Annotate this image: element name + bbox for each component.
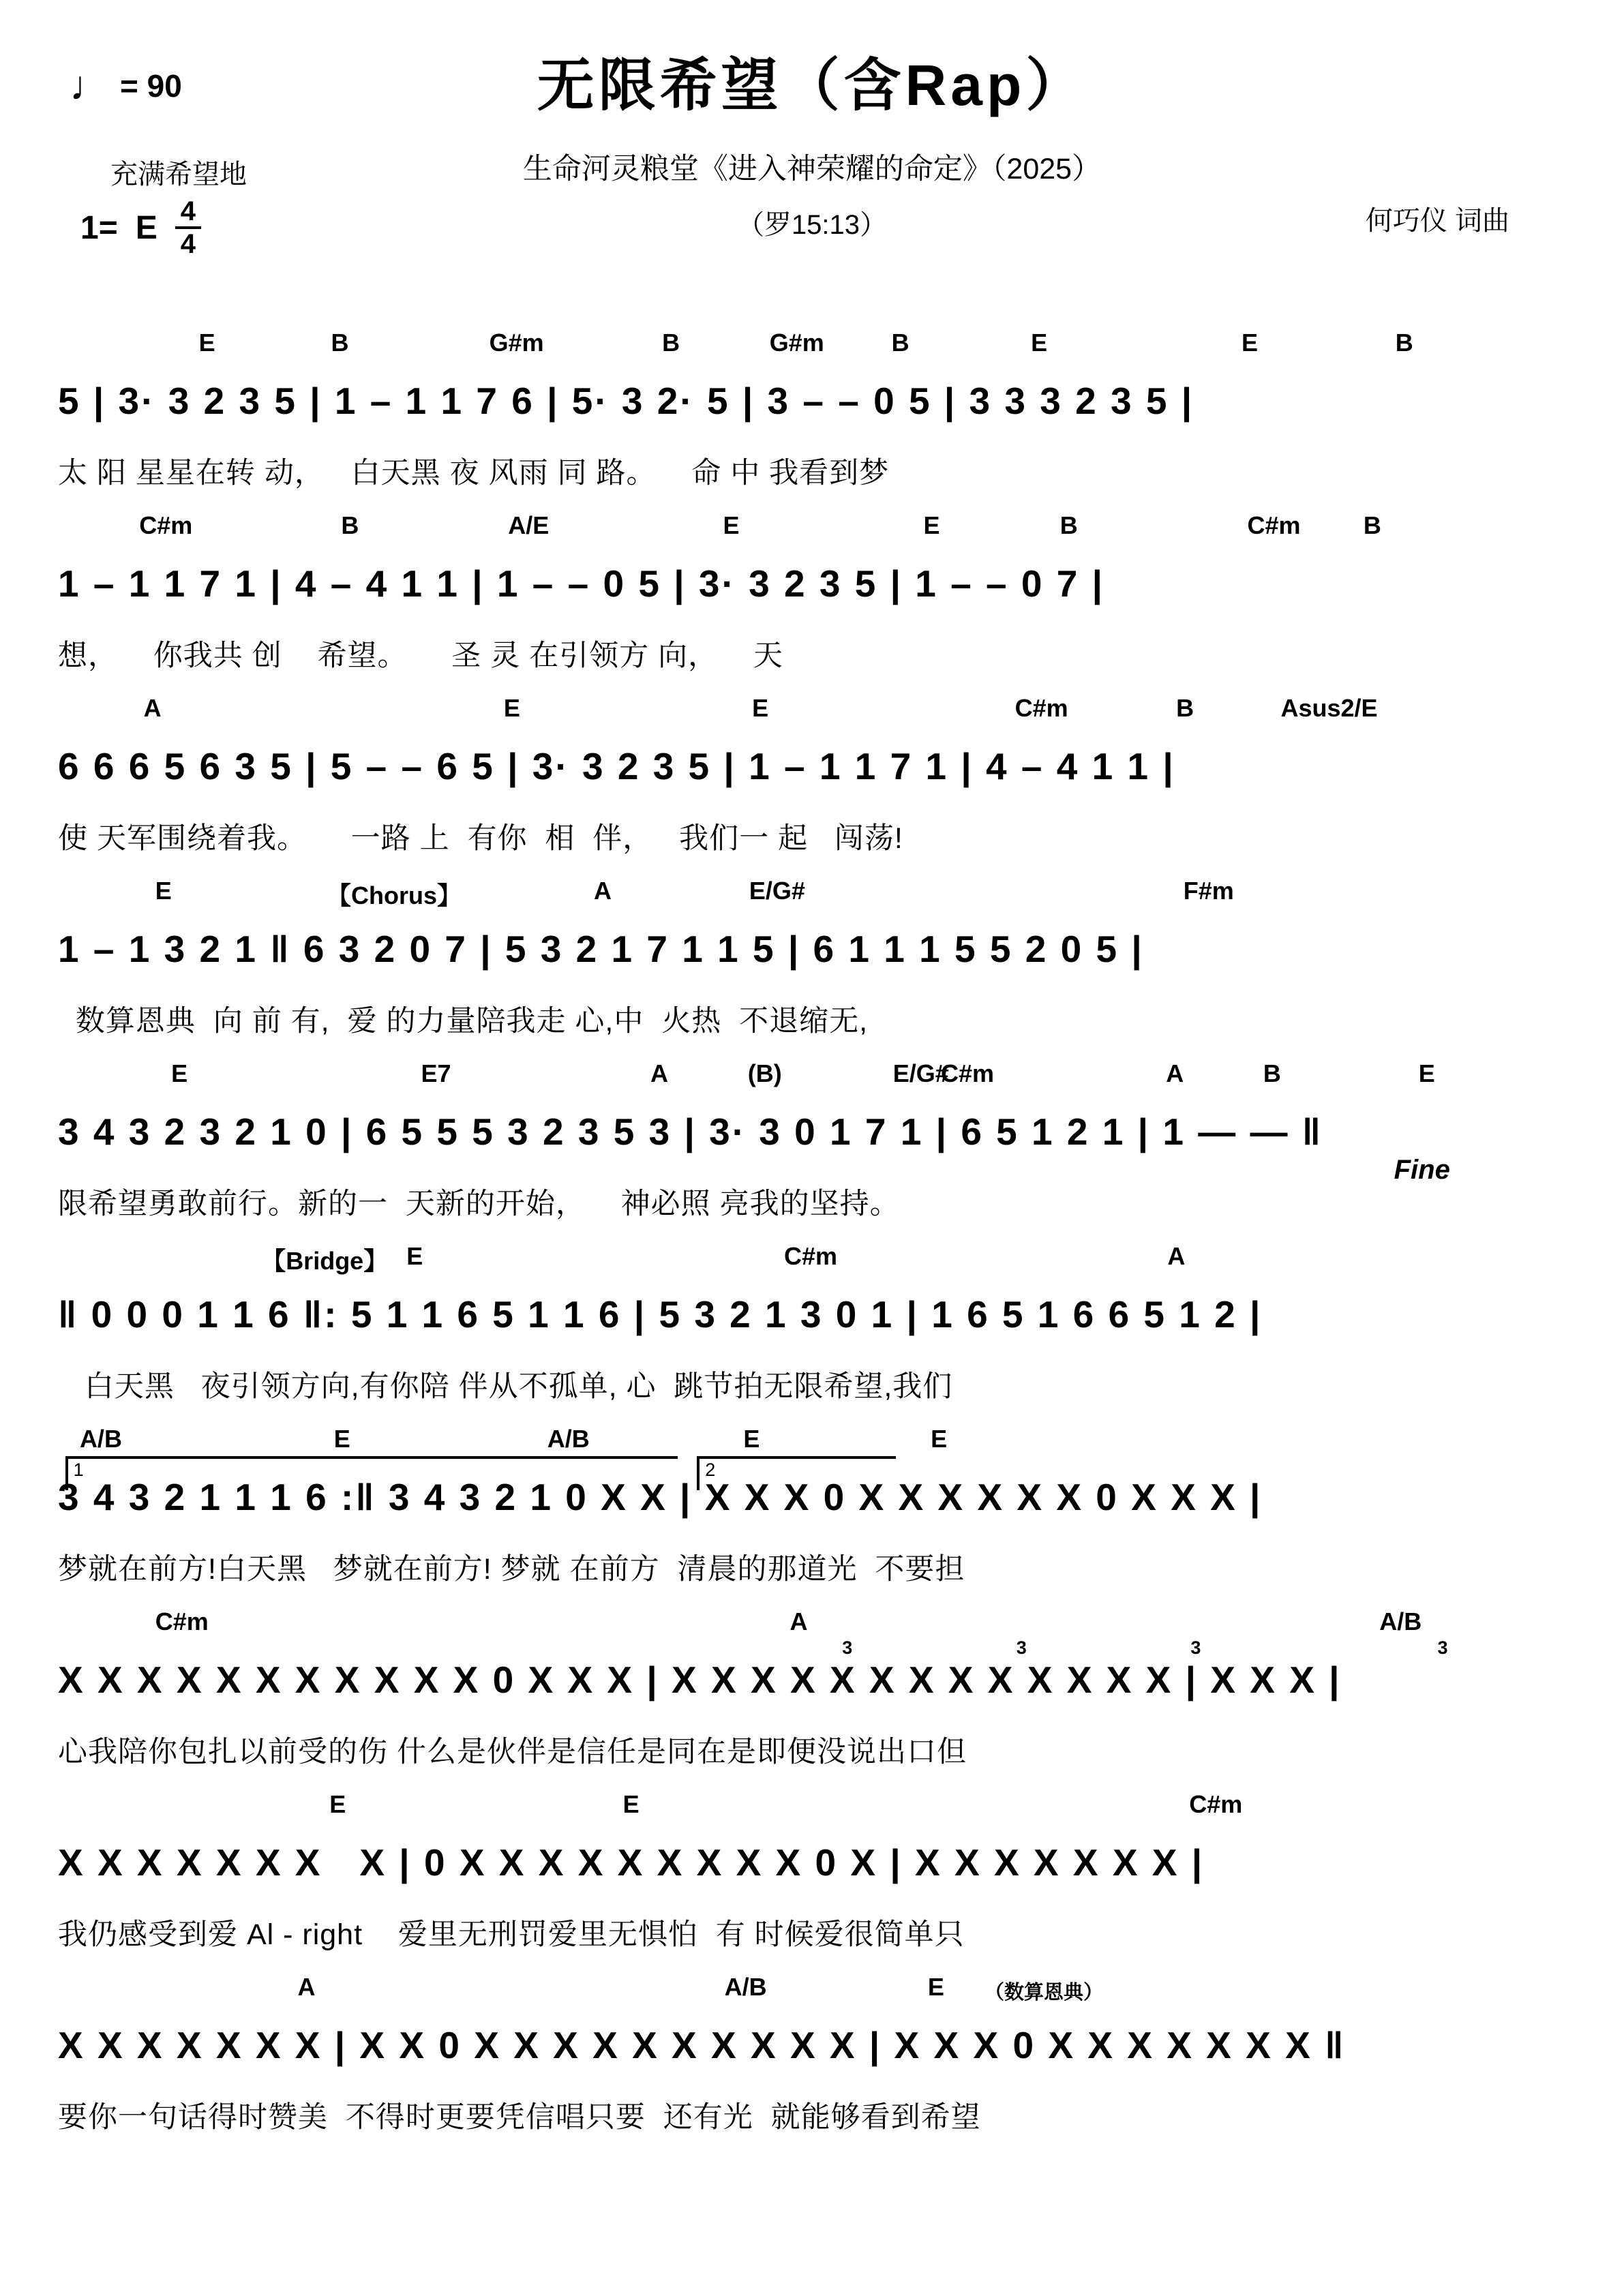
triplet-mark: 3 <box>842 1637 853 1658</box>
chord-label: (B) <box>747 1059 782 1087</box>
lyrics: 使 天军围绕着我。 一路 上 有你 相 伴， 我们一 起 闯荡! <box>58 822 903 855</box>
chord-label: C#m <box>155 1607 209 1635</box>
chord-label: C#m <box>941 1059 995 1087</box>
score <box>58 320 1510 2147</box>
volta-number: 2 <box>705 1460 716 1480</box>
lyrics: 要你一句话得时赞美 不得时更要凭信唱只要 还有光 就能够看到希望 <box>58 2101 981 2134</box>
music-line <box>58 503 1510 686</box>
chord-label: E <box>743 1425 760 1453</box>
lyrics: 太 阳 星星在转 动， 白天黑 夜 风雨 同 路。 命 中 我看到梦 <box>58 457 890 489</box>
lyrics: 白天黑 夜引领方向,有你陪 伴从不孤单, 心 跳节拍无限希望,我们 <box>58 1370 953 1403</box>
chord-label: 【Chorus】 <box>327 881 462 909</box>
music-line <box>58 1417 1510 1599</box>
music-line <box>58 686 1510 868</box>
chord-label: E <box>622 1790 640 1818</box>
chord-label: B <box>1395 329 1413 357</box>
chord-label: E/G# <box>892 1059 949 1087</box>
chord-label: B <box>891 329 909 357</box>
subtitle: 生命河灵粮堂《进入神荣耀的命定》（2025） <box>522 153 1102 185</box>
chord-label: E <box>406 1242 423 1270</box>
jianpu-notes: X X X X X X X | X X 0 X X X X X X X X X X | X X X 0 X X X X X X X ‖ <box>58 2024 1346 2066</box>
jianpu-notes: X X X X X X X X | 0 X X X X X X X X X 0 X | X X X X X X X | <box>58 1841 1205 1884</box>
lyrics: 想， 你我共 创 希望。 圣 灵 在引领方 向， 天 <box>58 639 783 672</box>
key-value: E <box>135 209 157 246</box>
lyrics: 心我陪你包扎以前受的伤 什么是伙伴是信任是同在是即便没说出口但 <box>58 1736 967 1768</box>
composer-credits: 何巧仪 词曲 <box>1365 206 1509 236</box>
chord-label: E <box>198 329 215 357</box>
chord-label: A <box>297 1973 316 2001</box>
jianpu-notes: 5 | 3· 3 2 3 5 | 1 – 1 1 7 6 | 5· 3 2· 5 | 3 – – 0 5 | 3 3 3 2 3 5 | <box>58 380 1194 422</box>
chord-label: G#m <box>769 329 824 357</box>
music-line <box>58 1051 1510 1234</box>
chord-label: E <box>927 1973 944 2001</box>
triplet-mark: 3 <box>1016 1637 1027 1658</box>
chord-label: E <box>931 1425 948 1453</box>
chord-label: E <box>155 877 172 905</box>
key-prefix: 1= <box>80 209 118 246</box>
jianpu-notes: 1 – 1 3 2 1 ‖ 6 3 2 0 7 | 5 3 2 1 7 1 1 5 | 6 1 1 1 5 5 2 0 5 | <box>58 928 1144 970</box>
chord-label: B <box>1176 694 1194 722</box>
chord-label: B <box>1263 1059 1281 1087</box>
chord-label: A <box>1166 1059 1184 1087</box>
music-line <box>58 320 1510 503</box>
chord-label: E <box>1241 329 1258 357</box>
lyrics: 限希望勇敢前行。新的一 天新的开始， 神必照 亮我的坚持。 <box>58 1188 900 1220</box>
chord-label: B <box>331 329 349 357</box>
chord-label: B <box>1059 511 1078 539</box>
jianpu-notes: X X X X X X X X X X X 0 X X X | X X X X X X X X X X X X X | X X X | <box>58 1659 1342 1701</box>
jianpu-notes: 6 6 6 5 6 3 5 | 5 – – 6 5 | 3· 3 2 3 5 | 1 – 1 1 7 1 | 4 – 4 1 1 | <box>58 745 1175 787</box>
jianpu-notes: 1 – 1 1 7 1 | 4 – 4 1 1 | 1 – – 0 5 | 3· 3 2 3 5 | 1 – – 0 7 | <box>58 562 1104 605</box>
lyrics: 数算恩典 向 前 有, 爱 的力量陪我走 心,中 火热 不退缩无, <box>58 1005 869 1038</box>
expression-marking: 充满希望地 <box>110 160 247 190</box>
page-title: 无限希望（含Rap） <box>537 53 1087 117</box>
tempo-marking <box>70 65 182 106</box>
chord-label: 【Bridge】 <box>261 1247 389 1275</box>
lyrics: 我仍感受到爱 Al - right 爱里无刑罚爱里无惧怕 有 时候爱很简单只 <box>58 1918 965 1951</box>
chord-label: A/B <box>1379 1607 1422 1635</box>
music-line <box>58 1782 1510 1965</box>
chord-label: C#m <box>1189 1790 1243 1818</box>
chord-label: E <box>333 1425 350 1453</box>
music-line <box>58 1234 1510 1417</box>
jianpu-notes: ‖ 0 0 0 1 1 6 ‖: 5 1 1 6 5 1 1 6 | 5 3 2 1 3 0 1 | 1 6 5 1 6 6 5 1 2 | <box>58 1293 1263 1335</box>
chord-label: C#m <box>1247 511 1301 539</box>
chord-label: A/B <box>79 1425 122 1453</box>
chord-label: C#m <box>139 511 193 539</box>
quarter-note-icon: ♩ <box>70 63 110 108</box>
music-line <box>58 868 1510 1051</box>
jianpu-notes: 3 4 3 2 1 1 1 6 :‖ 3 4 3 2 1 0 X X | X X X 0 X X X X X X 0 X X X | <box>58 1476 1263 1518</box>
fine-marking: Fine <box>1394 1155 1450 1185</box>
chord-label: F#m <box>1183 877 1234 905</box>
chord-label: A/B <box>547 1425 590 1453</box>
chord-label: A <box>790 1607 808 1635</box>
chord-label: E <box>329 1790 346 1818</box>
chord-label: E <box>1031 329 1048 357</box>
volta-number: 1 <box>73 1460 84 1480</box>
chord-label: E7 <box>421 1059 451 1087</box>
chord-label: A <box>650 1059 669 1087</box>
jianpu-notes: 3 4 3 2 3 2 1 0 | 6 5 5 5 3 2 3 5 3 | 3· 3 0 1 7 1 | 6 5 1 2 1 | 1 — — ‖ <box>58 1111 1323 1153</box>
chord-label: E <box>923 511 940 539</box>
lyrics: 梦就在前方!白天黑 梦就在前方! 梦就 在前方 清晨的那道光 不要担 <box>58 1553 965 1586</box>
tempo-value: = 90 <box>120 68 182 104</box>
chord-label: E <box>171 1059 188 1087</box>
chord-label: A <box>593 877 612 905</box>
chord-label: E <box>723 511 740 539</box>
chord-label: B <box>341 511 359 539</box>
chord-label: C#m <box>784 1242 838 1270</box>
chord-label: A <box>1167 1242 1186 1270</box>
chord-label: Asus2/E <box>1280 694 1378 722</box>
chord-label: E <box>503 694 520 722</box>
triplet-mark: 3 <box>1190 1637 1201 1658</box>
scripture-reference: （罗15:13） <box>736 210 888 240</box>
chord-label: E <box>752 694 769 722</box>
chord-label: E <box>1418 1059 1435 1087</box>
chord-label: B <box>662 329 680 357</box>
chord-label: G#m <box>489 329 544 357</box>
chord-label: C#m <box>1014 694 1068 722</box>
chord-label: （数算恩典） <box>984 1982 1103 2004</box>
chord-label: A/E <box>508 511 550 539</box>
chord-label: A <box>143 694 162 722</box>
music-line <box>58 1599 1510 1782</box>
chord-label: B <box>1363 511 1381 539</box>
time-signature-top: 4 <box>175 196 201 229</box>
time-signature-bottom: 4 <box>180 229 196 259</box>
triplet-mark: 3 <box>1437 1637 1448 1658</box>
music-line <box>58 1965 1510 2147</box>
chord-label: E/G# <box>749 877 805 905</box>
chord-label: A/B <box>724 1973 767 2001</box>
